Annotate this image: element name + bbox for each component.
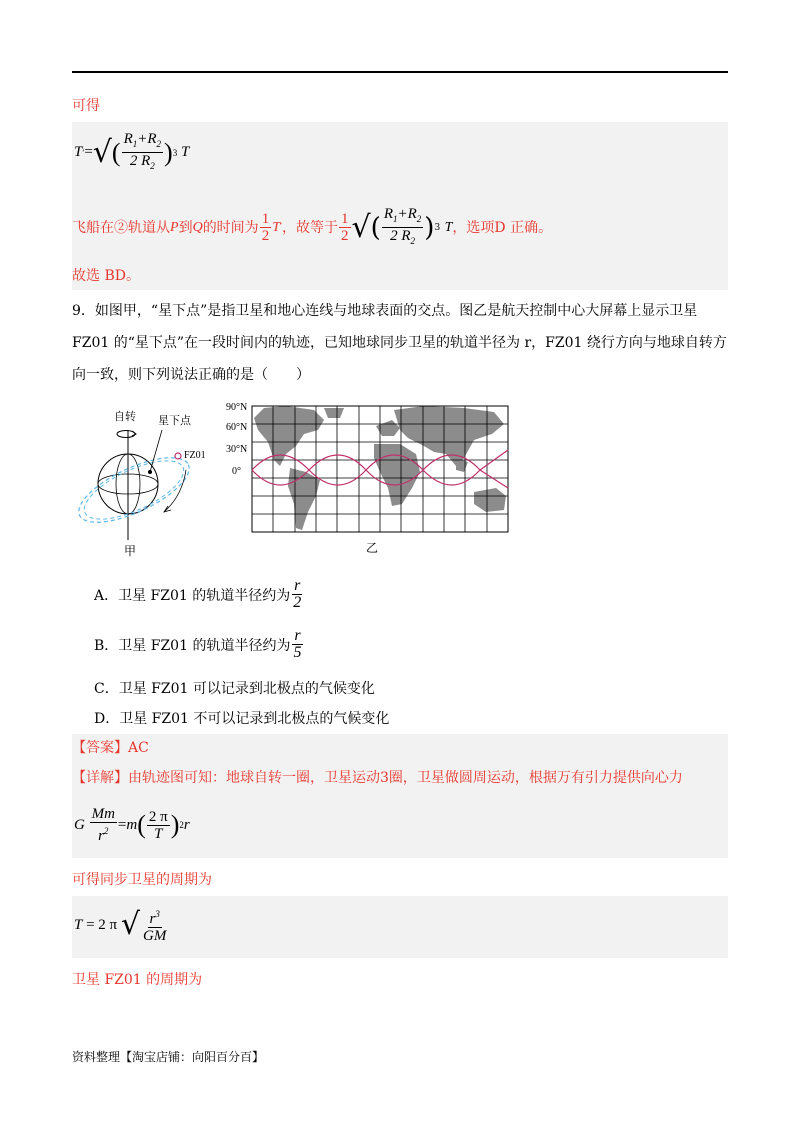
question-line-2: FZ01 的“星下点”在一段时间内的轨迹，已知地球同步卫星的轨道半径为 r，FZ01 绕行方向与地球自转方 (72, 335, 727, 351)
lat-0: 0° (232, 466, 241, 477)
option-b-text: B．卫星 FZ01 的轨道半径约为 (94, 637, 291, 654)
rotation-arrow (117, 431, 136, 438)
formula-period: T = 2 π √ $\frac{r^3}{GM}$ (74, 907, 167, 944)
satellite-label: FZ01 (184, 450, 206, 461)
option-d[interactable]: D．卫星 FZ01 不可以记录到北极点的气候变化 (94, 711, 390, 727)
option-b-denominator: 5 (293, 644, 302, 661)
detail-text: 由轨迹图可知：地球自转一圈，卫星运动3圈，卫星做圆周运动，根据万有引力提供向心力 (128, 770, 683, 786)
line2-mid2: ，故等于 (282, 219, 339, 236)
option-b[interactable]: B．卫星 FZ01 的轨道半径约为 $\frac{r}{5}$ (94, 627, 302, 661)
line2-dao: 到 (178, 219, 193, 236)
line2-prefix: 飞船在②轨道从 (72, 219, 170, 236)
figure-jia (64, 400, 224, 560)
satellite-marker (175, 453, 181, 459)
footer-text: 资料整理【淘宝店铺：向阳百分百】 (72, 1050, 265, 1064)
period-fz-text: 卫星 FZ01 的周期为 (72, 972, 203, 988)
conclusion-bd: 故选 BD。 (72, 268, 140, 284)
caption-jia: 甲 (124, 544, 137, 558)
figure-yi (224, 400, 524, 560)
detail-label: 【详解】 (72, 770, 128, 786)
solution-line-2: 飞船在②轨道从 P 到 Q 的时间为 $\frac{1}{2}$ T ′ ，故等于 $\frac{1}{2}$ √ ( $\frac{R_1+R_2}{2 R_2}$ ) 3 T ，选项D 正确。 (72, 206, 553, 246)
question-line-3: 向一致，则下列说法正确的是（ ） (72, 367, 310, 383)
lat-90n: 90°N (226, 402, 248, 413)
answer-label: 【答案】AC (72, 740, 149, 756)
header-rule (72, 71, 728, 73)
formula-shade (72, 896, 728, 958)
line2-mid: 的时间为 (202, 219, 259, 236)
option-a-text: A．卫星 FZ01 的轨道半径约为 (94, 587, 291, 604)
option-a[interactable]: A．卫星 FZ01 的轨道半径约为 $\frac{r}{2}$ (94, 577, 302, 611)
option-c[interactable]: C．卫星 FZ01 可以记录到北极点的气候变化 (94, 681, 375, 697)
subpoint-dot (148, 470, 152, 474)
point-q: Q (192, 219, 203, 235)
caption-yi: 乙 (366, 541, 379, 555)
detail-line (72, 768, 683, 788)
formula-gravitation: G $\frac{Mm}{r^2}$ = m ( $\frac{2 \pi}{T}$ ) 2 r (74, 806, 190, 844)
line2-suffix: ，选项D 正确。 (452, 219, 553, 236)
lat-30n: 30°N (226, 444, 248, 455)
lat-labels (226, 402, 247, 477)
lat-60n: 60°N (226, 422, 248, 433)
formula-t-prime: T ′ = √ ( $\frac{R_1+R_2}{2 R_2}$ ) 3 T (74, 131, 190, 171)
subpoint-leader (150, 430, 162, 472)
rotation-label: 自转 (114, 411, 136, 423)
option-a-denominator: 2 (293, 594, 302, 611)
kede-text: 可得 (72, 98, 100, 114)
point-p: P (170, 219, 179, 235)
question-line-1: 9．如图甲，“星下点”是指卫星和地心连线与地球表面的交点。图乙是航天控制中心大屏幕上显示卫星 (72, 303, 698, 319)
period-sync-text: 可得同步卫星的周期为 (72, 872, 212, 888)
subpoint-label: 星下点 (158, 415, 191, 427)
